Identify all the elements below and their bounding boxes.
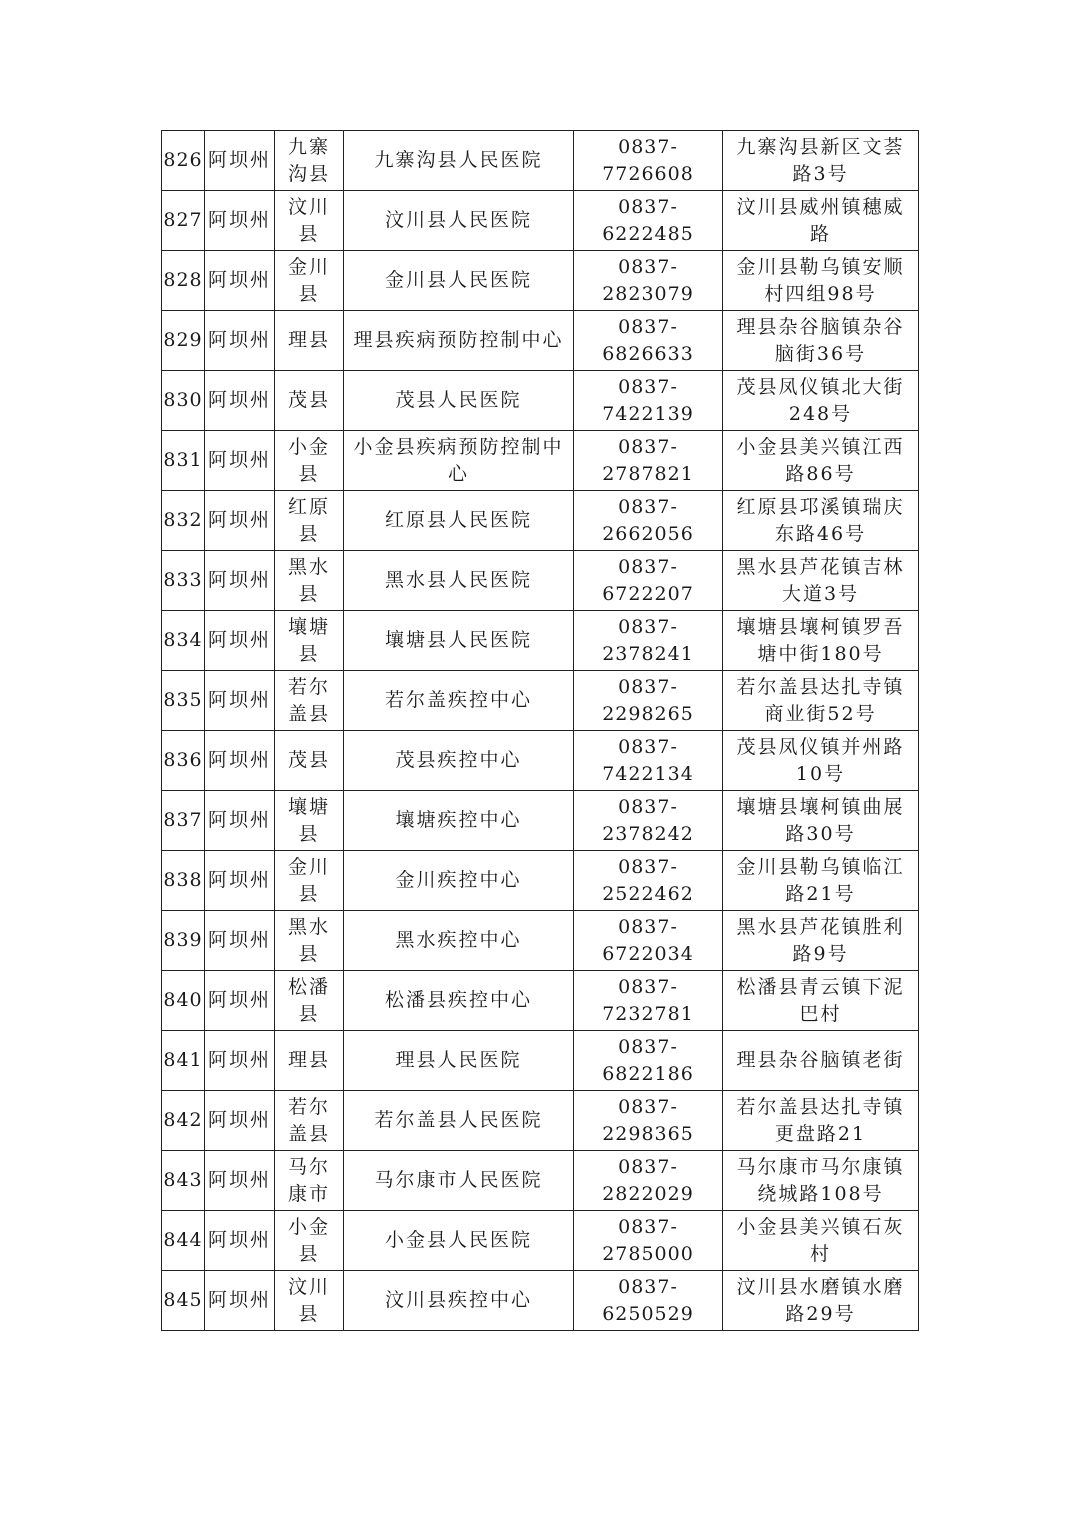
organization-cell: 理县疾病预防控制中心 bbox=[344, 311, 574, 371]
address-cell: 小金县美兴镇江西路86号 bbox=[723, 431, 919, 491]
row-number-cell: 835 bbox=[162, 671, 205, 731]
table-row bbox=[162, 131, 919, 191]
county-cell: 九寨沟县 bbox=[275, 131, 344, 191]
address-cell: 九寨沟县新区文荟路3号 bbox=[723, 131, 919, 191]
table-row bbox=[162, 191, 919, 251]
organization-cell: 黑水县人民医院 bbox=[344, 551, 574, 611]
table-row bbox=[162, 851, 919, 911]
phone-cell: 0837-7422134 bbox=[574, 731, 723, 791]
prefecture-cell: 阿坝州 bbox=[205, 491, 275, 551]
organization-cell: 金川县人民医院 bbox=[344, 251, 574, 311]
address-cell: 黑水县芦花镇胜利路9号 bbox=[723, 911, 919, 971]
table-row bbox=[162, 1271, 919, 1331]
county-cell: 黑水县 bbox=[275, 551, 344, 611]
organization-cell: 小金县人民医院 bbox=[344, 1211, 574, 1271]
prefecture-cell: 阿坝州 bbox=[205, 131, 275, 191]
row-number-cell: 836 bbox=[162, 731, 205, 791]
institution-table-sheet bbox=[161, 130, 918, 1331]
address-cell: 红原县邛溪镇瑞庆东路46号 bbox=[723, 491, 919, 551]
phone-cell: 0837-7232781 bbox=[574, 971, 723, 1031]
phone-cell: 0837-6222485 bbox=[574, 191, 723, 251]
county-cell: 黑水县 bbox=[275, 911, 344, 971]
organization-cell: 红原县人民医院 bbox=[344, 491, 574, 551]
phone-cell: 0837-2298365 bbox=[574, 1091, 723, 1151]
phone-cell: 0837-7422139 bbox=[574, 371, 723, 431]
prefecture-cell: 阿坝州 bbox=[205, 1031, 275, 1091]
organization-cell: 黑水疾控中心 bbox=[344, 911, 574, 971]
organization-cell: 壤塘疾控中心 bbox=[344, 791, 574, 851]
prefecture-cell: 阿坝州 bbox=[205, 671, 275, 731]
phone-cell: 0837-2785000 bbox=[574, 1211, 723, 1271]
table-row bbox=[162, 1151, 919, 1211]
institution-table bbox=[161, 130, 919, 1331]
address-cell: 壤塘县壤柯镇曲展路30号 bbox=[723, 791, 919, 851]
prefecture-cell: 阿坝州 bbox=[205, 251, 275, 311]
prefecture-cell: 阿坝州 bbox=[205, 1151, 275, 1211]
prefecture-cell: 阿坝州 bbox=[205, 611, 275, 671]
organization-cell: 茂县人民医院 bbox=[344, 371, 574, 431]
organization-cell: 小金县疾病预防控制中心 bbox=[344, 431, 574, 491]
address-cell: 理县杂谷脑镇杂谷脑街36号 bbox=[723, 311, 919, 371]
organization-cell: 汶川县疾控中心 bbox=[344, 1271, 574, 1331]
address-cell: 壤塘县壤柯镇罗吾塘中街180号 bbox=[723, 611, 919, 671]
row-number-cell: 830 bbox=[162, 371, 205, 431]
address-cell: 茂县凤仪镇并州路10号 bbox=[723, 731, 919, 791]
row-number-cell: 840 bbox=[162, 971, 205, 1031]
phone-cell: 0837-2522462 bbox=[574, 851, 723, 911]
county-cell: 红原县 bbox=[275, 491, 344, 551]
address-cell: 汶川县威州镇穗威路 bbox=[723, 191, 919, 251]
prefecture-cell: 阿坝州 bbox=[205, 911, 275, 971]
address-cell: 若尔盖县达扎寺镇商业街52号 bbox=[723, 671, 919, 731]
row-number-cell: 838 bbox=[162, 851, 205, 911]
row-number-cell: 826 bbox=[162, 131, 205, 191]
table-row bbox=[162, 311, 919, 371]
table-row bbox=[162, 431, 919, 491]
organization-cell: 茂县疾控中心 bbox=[344, 731, 574, 791]
organization-cell: 理县人民医院 bbox=[344, 1031, 574, 1091]
organization-cell: 马尔康市人民医院 bbox=[344, 1151, 574, 1211]
county-cell: 小金县 bbox=[275, 1211, 344, 1271]
row-number-cell: 841 bbox=[162, 1031, 205, 1091]
county-cell: 马尔康市 bbox=[275, 1151, 344, 1211]
county-cell: 若尔盖县 bbox=[275, 1091, 344, 1151]
phone-cell: 0837-6826633 bbox=[574, 311, 723, 371]
prefecture-cell: 阿坝州 bbox=[205, 971, 275, 1031]
row-number-cell: 832 bbox=[162, 491, 205, 551]
phone-cell: 0837-2787821 bbox=[574, 431, 723, 491]
county-cell: 茂县 bbox=[275, 371, 344, 431]
table-body bbox=[162, 131, 919, 1331]
phone-cell: 0837-6250529 bbox=[574, 1271, 723, 1331]
prefecture-cell: 阿坝州 bbox=[205, 1271, 275, 1331]
table-row bbox=[162, 671, 919, 731]
phone-cell: 0837-6722207 bbox=[574, 551, 723, 611]
row-number-cell: 831 bbox=[162, 431, 205, 491]
table-row bbox=[162, 1031, 919, 1091]
county-cell: 理县 bbox=[275, 1031, 344, 1091]
table-row bbox=[162, 971, 919, 1031]
address-cell: 金川县勒乌镇安顺村四组98号 bbox=[723, 251, 919, 311]
row-number-cell: 842 bbox=[162, 1091, 205, 1151]
prefecture-cell: 阿坝州 bbox=[205, 1211, 275, 1271]
county-cell: 若尔盖县 bbox=[275, 671, 344, 731]
phone-cell: 0837-2378242 bbox=[574, 791, 723, 851]
table-row bbox=[162, 491, 919, 551]
table-row bbox=[162, 911, 919, 971]
prefecture-cell: 阿坝州 bbox=[205, 371, 275, 431]
organization-cell: 若尔盖疾控中心 bbox=[344, 671, 574, 731]
address-cell: 理县杂谷脑镇老街 bbox=[723, 1031, 919, 1091]
table-row bbox=[162, 371, 919, 431]
row-number-cell: 845 bbox=[162, 1271, 205, 1331]
phone-cell: 0837-7726608 bbox=[574, 131, 723, 191]
county-cell: 松潘县 bbox=[275, 971, 344, 1031]
county-cell: 汶川县 bbox=[275, 191, 344, 251]
row-number-cell: 829 bbox=[162, 311, 205, 371]
row-number-cell: 839 bbox=[162, 911, 205, 971]
address-cell: 若尔盖县达扎寺镇更盘路21 bbox=[723, 1091, 919, 1151]
row-number-cell: 843 bbox=[162, 1151, 205, 1211]
prefecture-cell: 阿坝州 bbox=[205, 851, 275, 911]
organization-cell: 汶川县人民医院 bbox=[344, 191, 574, 251]
row-number-cell: 837 bbox=[162, 791, 205, 851]
county-cell: 小金县 bbox=[275, 431, 344, 491]
organization-cell: 若尔盖县人民医院 bbox=[344, 1091, 574, 1151]
county-cell: 汶川县 bbox=[275, 1271, 344, 1331]
phone-cell: 0837-2298265 bbox=[574, 671, 723, 731]
table-row bbox=[162, 551, 919, 611]
prefecture-cell: 阿坝州 bbox=[205, 731, 275, 791]
table-row bbox=[162, 251, 919, 311]
organization-cell: 金川疾控中心 bbox=[344, 851, 574, 911]
county-cell: 金川县 bbox=[275, 251, 344, 311]
county-cell: 壤塘县 bbox=[275, 611, 344, 671]
row-number-cell: 828 bbox=[162, 251, 205, 311]
prefecture-cell: 阿坝州 bbox=[205, 191, 275, 251]
prefecture-cell: 阿坝州 bbox=[205, 431, 275, 491]
prefecture-cell: 阿坝州 bbox=[205, 791, 275, 851]
address-cell: 松潘县青云镇下泥巴村 bbox=[723, 971, 919, 1031]
table-row bbox=[162, 791, 919, 851]
row-number-cell: 827 bbox=[162, 191, 205, 251]
table-row bbox=[162, 731, 919, 791]
phone-cell: 0837-2823079 bbox=[574, 251, 723, 311]
table-row bbox=[162, 1091, 919, 1151]
organization-cell: 九寨沟县人民医院 bbox=[344, 131, 574, 191]
address-cell: 小金县美兴镇石灰村 bbox=[723, 1211, 919, 1271]
address-cell: 金川县勒乌镇临江路21号 bbox=[723, 851, 919, 911]
table-row bbox=[162, 611, 919, 671]
prefecture-cell: 阿坝州 bbox=[205, 551, 275, 611]
phone-cell: 0837-6822186 bbox=[574, 1031, 723, 1091]
county-cell: 壤塘县 bbox=[275, 791, 344, 851]
county-cell: 理县 bbox=[275, 311, 344, 371]
prefecture-cell: 阿坝州 bbox=[205, 1091, 275, 1151]
phone-cell: 0837-2662056 bbox=[574, 491, 723, 551]
address-cell: 汶川县水磨镇水磨路29号 bbox=[723, 1271, 919, 1331]
row-number-cell: 844 bbox=[162, 1211, 205, 1271]
county-cell: 茂县 bbox=[275, 731, 344, 791]
phone-cell: 0837-6722034 bbox=[574, 911, 723, 971]
table-row bbox=[162, 1211, 919, 1271]
phone-cell: 0837-2822029 bbox=[574, 1151, 723, 1211]
address-cell: 茂县凤仪镇北大街248号 bbox=[723, 371, 919, 431]
county-cell: 金川县 bbox=[275, 851, 344, 911]
address-cell: 马尔康市马尔康镇绕城路108号 bbox=[723, 1151, 919, 1211]
address-cell: 黑水县芦花镇吉林大道3号 bbox=[723, 551, 919, 611]
prefecture-cell: 阿坝州 bbox=[205, 311, 275, 371]
row-number-cell: 833 bbox=[162, 551, 205, 611]
phone-cell: 0837-2378241 bbox=[574, 611, 723, 671]
organization-cell: 松潘县疾控中心 bbox=[344, 971, 574, 1031]
organization-cell: 壤塘县人民医院 bbox=[344, 611, 574, 671]
row-number-cell: 834 bbox=[162, 611, 205, 671]
